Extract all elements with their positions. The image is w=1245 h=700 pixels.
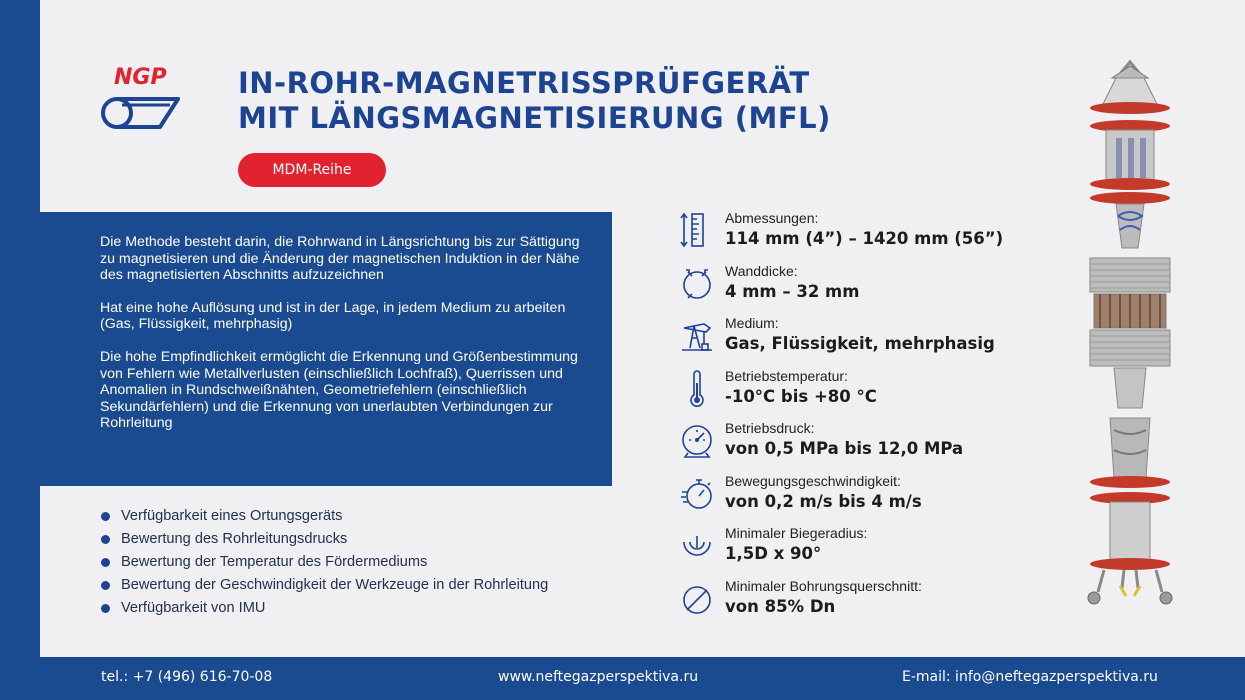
ruler-icon bbox=[680, 211, 714, 251]
description-paragraph: Die Methode besteht darin, die Rohrwand in Längsrichtung bis zur Sättigung zu magnetisieren und die Änderung der magnetischen Induktion in der Nähe des magnetisierten Abschnitts aufzuzeichnen bbox=[100, 234, 580, 284]
stopwatch-icon bbox=[680, 474, 714, 514]
spec-value: 4 mm – 32 mm bbox=[725, 282, 860, 301]
spec-pressure bbox=[680, 418, 1040, 468]
spec-value: 1,5D x 90° bbox=[725, 544, 822, 563]
spec-label: Medium: bbox=[725, 315, 779, 331]
spec-wall-thickness bbox=[680, 261, 1040, 311]
spec-label: Minimaler Biegeradius: bbox=[725, 525, 868, 541]
oil-pump-icon bbox=[680, 316, 714, 356]
diameter-icon bbox=[680, 579, 714, 619]
features-list bbox=[100, 505, 548, 620]
spec-label: Bewegungsgeschwindigkeit: bbox=[725, 473, 901, 489]
footer-website-link[interactable]: www.neftegazperspektiva.ru bbox=[498, 669, 699, 685]
list-item: Bewertung der Geschwindigkeit der Werkzeuge in der Rohrleitung bbox=[100, 574, 548, 597]
page-title bbox=[238, 66, 831, 136]
list-item: Verfügbarkeit eines Ortungsgeräts bbox=[100, 505, 548, 528]
list-item: Bewertung der Temperatur des Fördermediums bbox=[100, 551, 548, 574]
spec-label: Wanddicke: bbox=[725, 263, 798, 279]
logo-pipe-icon bbox=[100, 65, 182, 135]
bend-radius-icon bbox=[680, 526, 714, 566]
thermometer-icon bbox=[680, 369, 714, 409]
left-accent-band bbox=[0, 0, 40, 700]
bullet-icon bbox=[101, 581, 110, 590]
pipe-wall-icon bbox=[680, 264, 714, 304]
bullet-icon bbox=[101, 558, 110, 567]
description-panel bbox=[40, 212, 612, 486]
title-line-1: IN-ROHR-MAGNETRISSPRÜFGERÄT bbox=[238, 66, 810, 100]
ngp-logo bbox=[100, 65, 182, 135]
logo-text: NGP bbox=[114, 65, 167, 90]
spec-temperature bbox=[680, 366, 1040, 416]
spec-label: Betriebstemperatur: bbox=[725, 368, 848, 384]
footer-phone: tel.: +7 (496) 616-70-08 bbox=[101, 669, 273, 685]
spec-bend-radius bbox=[680, 523, 1040, 573]
list-item: Verfügbarkeit von IMU bbox=[100, 597, 548, 620]
description-paragraph: Die hohe Empfindlichkeit ermöglicht die Erkennung und Größenbestimmung von Fehlern wie Metallverlusten (einschließlich Lochfraß), Querrissen und Anomalien in Rundschweißnähten, Geometriefehlern (einschließlich Sekundärfehlern) und die Erkennung von unerlaubten Verbindungen zur Rohrleitung bbox=[100, 348, 578, 432]
mfl-inspection-tool-illustration bbox=[1080, 58, 1180, 618]
spec-bore bbox=[680, 576, 1040, 626]
spec-value: von 0,2 m/s bis 4 m/s bbox=[725, 492, 922, 511]
pressure-gauge-icon bbox=[680, 421, 714, 461]
spec-value: von 0,5 MPa bis 12,0 MPa bbox=[725, 439, 964, 458]
footer-email-link[interactable]: E-mail: info@neftegazperspektiva.ru bbox=[902, 669, 1158, 685]
series-badge: MDM-Reihe bbox=[238, 153, 386, 187]
list-item: Bewertung des Rohrleitungsdrucks bbox=[100, 528, 548, 551]
spec-dimensions bbox=[680, 208, 1040, 258]
spec-medium bbox=[680, 313, 1040, 363]
footer-bar bbox=[0, 657, 1245, 700]
description-paragraph: Hat eine hohe Auflösung und ist in der Lage, in jedem Medium zu arbeiten (Gas, Flüssigkeit, mehrphasig) bbox=[100, 299, 566, 333]
bullet-icon bbox=[101, 604, 110, 613]
spec-speed bbox=[680, 471, 1040, 521]
bullet-icon bbox=[101, 535, 110, 544]
bullet-icon bbox=[101, 512, 110, 521]
spec-label: Abmessungen: bbox=[725, 210, 819, 226]
spec-label: Betriebsdruck: bbox=[725, 420, 815, 436]
spec-label: Minimaler Bohrungsquerschnitt: bbox=[725, 578, 922, 594]
spec-value: -10°C bis +80 °C bbox=[725, 387, 877, 406]
spec-value: Gas, Flüssigkeit, mehrphasig bbox=[725, 334, 995, 353]
title-line-2: MIT LÄNGSMAGNETISIERUNG (MFL) bbox=[238, 101, 831, 135]
spec-value: 114 mm (4”) – 1420 mm (56”) bbox=[725, 229, 1004, 248]
spec-value: von 85% Dn bbox=[725, 597, 836, 616]
